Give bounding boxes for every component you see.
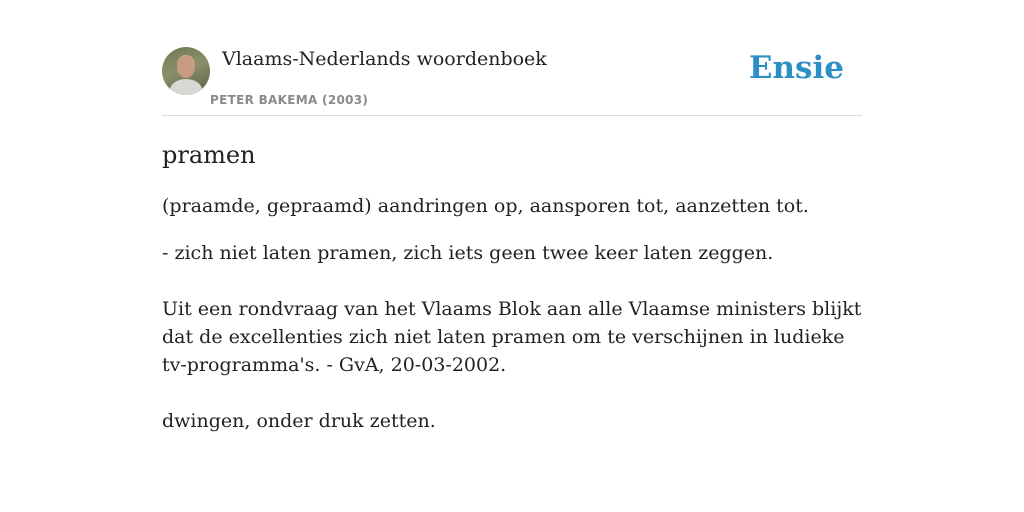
entry-header [162, 46, 862, 116]
ensie-logo[interactable]: Ensie [748, 50, 844, 86]
entry-card [162, 46, 862, 435]
avatar-shirt [170, 79, 202, 95]
definition-2: - zich niet laten pramen, zich iets geen twee keer laten zeggen. [162, 242, 774, 264]
avatar-face [177, 56, 195, 78]
definition-3: dwingen, onder druk zetten. [162, 410, 436, 432]
example-quote: Uit een rondvraag van het Vlaams Blok aan alle Vlaamse ministers blijkt dat de excellenties zich niet laten pramen om te verschijnen in ludieke tv-programma's. - GvA, 20-03-2002. [162, 298, 862, 376]
definition-1: (praamde, gepraamd) aandringen op, aansporen tot, aanzetten tot. [162, 195, 809, 217]
author-name[interactable]: PETER BAKEMA (2003) [210, 93, 369, 107]
headword: pramen [162, 141, 256, 169]
dictionary-title[interactable]: Vlaams-Nederlands woordenboek [222, 48, 547, 70]
author-avatar[interactable] [162, 47, 210, 95]
